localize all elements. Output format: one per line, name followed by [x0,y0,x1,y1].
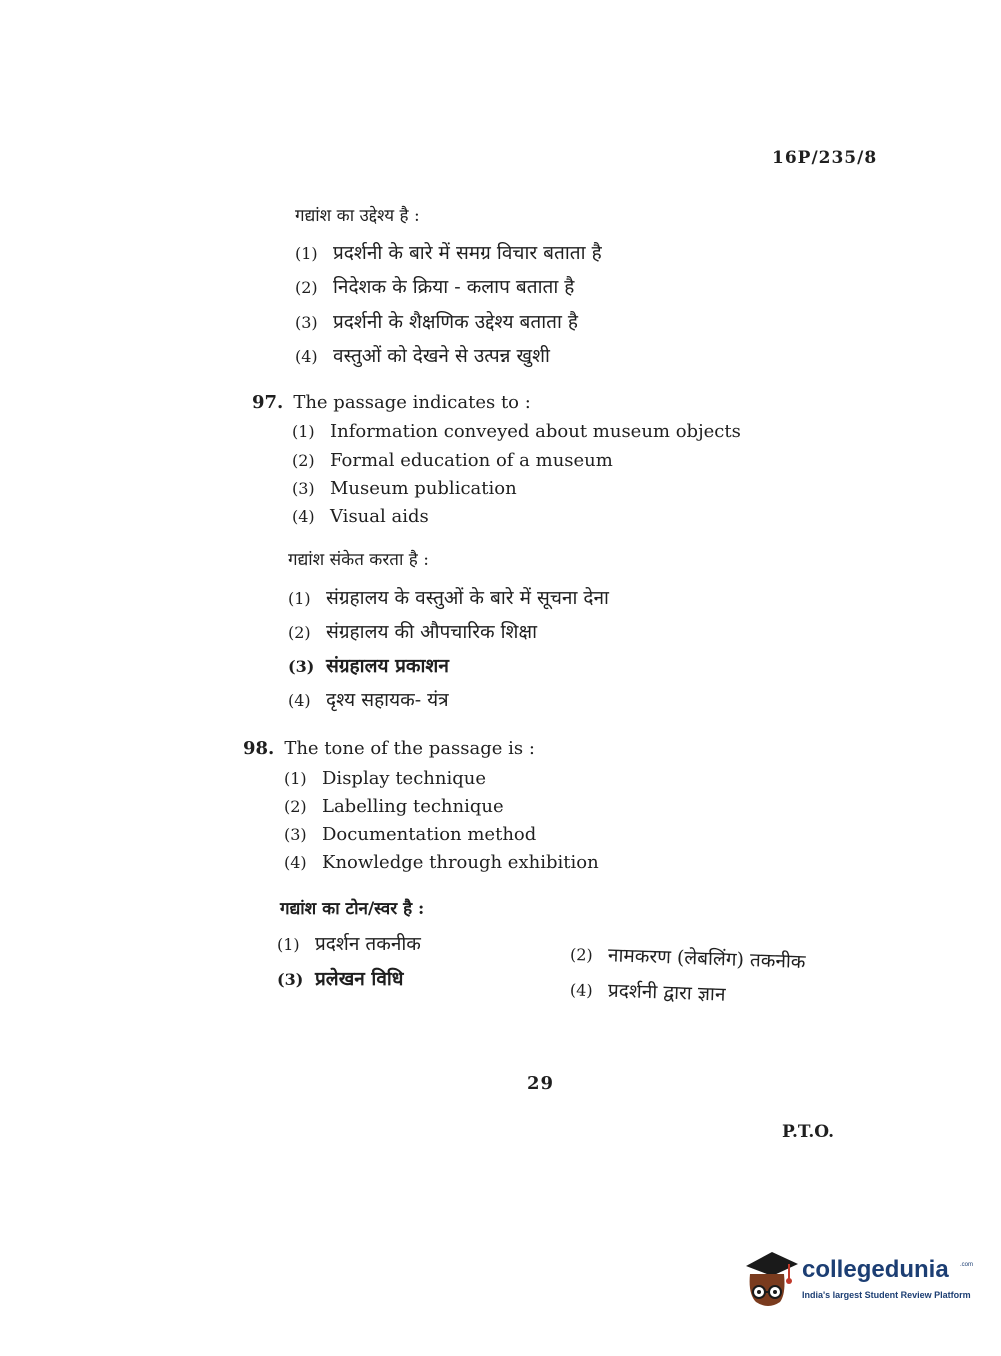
question-text: The passage indicates to : [293,392,531,413]
q97-option-1 [292,421,741,442]
page-number: 29 [527,1073,555,1094]
option-text: प्रदर्शनी के बारे में समग्र विचार बताता है [333,242,602,264]
option-number: (3) [288,657,315,676]
option-text: Display technique [322,768,487,789]
option-number: (2) [292,451,315,470]
option-number: (1) [288,589,311,608]
mascot-icon [742,1248,800,1312]
option-text: Museum publication [330,478,517,499]
option-text: Knowledge through exhibition [322,852,599,873]
option-number: (4) [288,691,311,710]
collegedunia-logo [742,1248,972,1318]
option-text: Information conveyed about museum objects [330,421,741,442]
q96-hindi-option-2 [295,273,574,299]
q97-hindi-intro: गद्यांश संकेत करता है : [288,550,429,570]
option-text: दृश्य सहायक- यंत्र [326,689,449,711]
q98-hindi-option-1 [277,930,421,956]
q96-hindi-option-3 [295,308,578,334]
q98-option-1 [284,768,486,789]
option-number: (3) [295,313,318,332]
q98-hindi-option-3 [277,965,404,991]
q98-hindi-intro: गद्यांश का टोन/स्वर है : [280,899,425,919]
option-number: (1) [277,935,300,954]
q98-question [243,738,535,759]
option-number: (2) [288,623,311,642]
question-text: The tone of the passage is : [284,738,535,759]
option-number: (2) [569,944,594,965]
option-number: (1) [284,769,307,788]
option-number: (3) [292,479,315,498]
option-text: संग्रहालय प्रकाशन [326,655,449,677]
pto-label: P.T.O. [782,1122,834,1142]
q97-option-4 [292,506,429,527]
q97-option-2 [292,450,613,471]
option-text: प्रदर्शन तकनीक [315,933,421,955]
q97-hindi-option-2 [288,618,537,644]
option-text: Visual aids [330,506,429,527]
question-number: 98. [243,738,275,759]
option-number: (1) [292,422,315,441]
q97-hindi-option-3 [288,652,449,678]
option-number: (2) [284,797,307,816]
option-number: (2) [295,278,318,297]
option-text: नामकरण (लेबलिंग) तकनीक [607,944,806,974]
option-number: (4) [295,347,318,366]
option-text: संग्रहालय की औपचारिक शिक्षा [326,621,537,643]
q96-hindi-option-4 [295,342,550,368]
logo-tagline: India's largest Student Review Platform [802,1290,971,1300]
q97-option-3 [292,478,517,499]
option-number: (1) [295,244,318,263]
q98-hindi-option-4 [570,975,726,1006]
option-number: (4) [284,853,307,872]
q98-hindi-option-2 [570,940,806,974]
q97-hindi-option-4 [288,686,449,712]
option-number: (4) [292,507,315,526]
logo-suffix: .com [960,1262,974,1268]
q96-hindi-intro: गद्यांश का उद्देश्य है : [295,206,420,226]
option-number: (3) [284,825,307,844]
option-text: Formal education of a museum [330,450,613,471]
option-text: प्रदर्शनी द्वारा ज्ञान [607,979,726,1006]
q98-option-4 [284,852,599,873]
option-number: (3) [277,970,304,989]
q97-question [252,392,531,413]
question-number: 97. [252,392,284,413]
option-text: प्रदर्शनी के शैक्षणिक उद्देश्य बताता है [333,311,579,333]
option-text: निदेशक के क्रिया - कलाप बताता है [333,276,575,298]
q98-option-2 [284,796,504,817]
q97-hindi-option-1 [288,584,609,610]
option-text: Documentation method [322,824,537,845]
option-text: प्रलेखन विधि [315,968,404,990]
option-number: (4) [569,980,593,1001]
q98-option-3 [284,824,536,845]
q96-hindi-option-1 [295,239,602,265]
option-text: वस्तुओं को देखने से उत्पन्न खुशी [333,345,550,367]
option-text: Labelling technique [322,796,504,817]
option-text: संग्रहालय के वस्तुओं के बारे में सूचना देना [326,587,609,609]
paper-code: 16P/235/8 [772,148,878,168]
logo-wordmark: collegedunia [802,1256,949,1283]
